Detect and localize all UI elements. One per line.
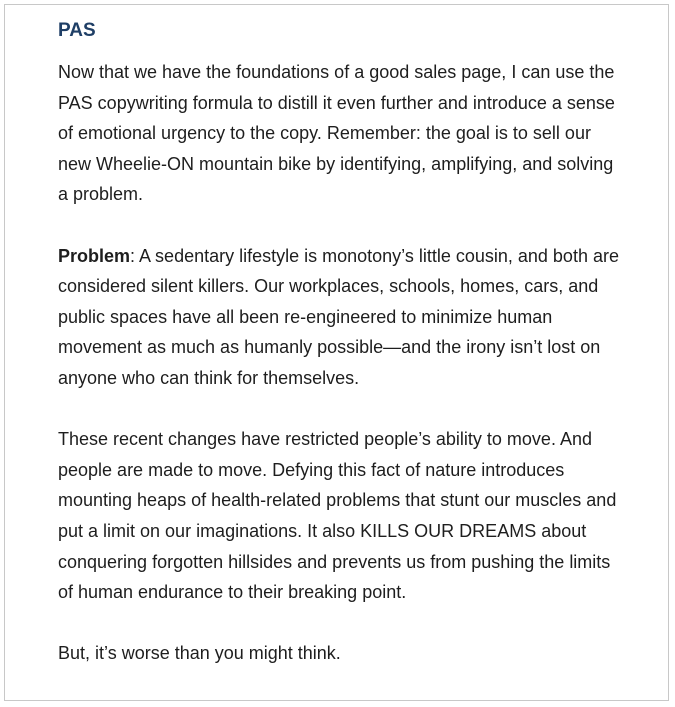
intro-paragraph: Now that we have the foundations of a good sales page, I can use the PAS copywriting formula to distill it even further and introduce a sense of emotional urgency to the copy. Remember: the goal is to sell our new Wheelie-ON mountain bike by identifying, amplifying, and solving a problem. bbox=[58, 62, 615, 205]
problem-label: Problem bbox=[58, 245, 131, 266]
article-body bbox=[58, 18, 628, 669]
closing-paragraph: But, it’s worse than you might think. bbox=[58, 643, 341, 664]
problem-text: : A sedentary lifestyle is monotony’s little cousin, and both are considered silent killers. Our workplaces, schools, homes, cars, and public spaces have all been re-engineered to minimize human movement as much as humanly possible—and the irony isn’t lost on anyone who can think for themselves. bbox=[58, 245, 619, 388]
section-heading: PAS bbox=[58, 20, 96, 41]
document-card bbox=[4, 4, 669, 701]
changes-paragraph: These recent changes have restricted people’s ability to move. And people are made to move. Defying this fact of nature introduces mounting heaps of health-related problems that stunt our muscles and put a limit on our imaginations. It also KILLS OUR DREAMS about conquering forgotten hillsides and prevents us from pushing the limits of human endurance to their breaking point. bbox=[58, 429, 617, 603]
problem-paragraph bbox=[58, 241, 628, 394]
